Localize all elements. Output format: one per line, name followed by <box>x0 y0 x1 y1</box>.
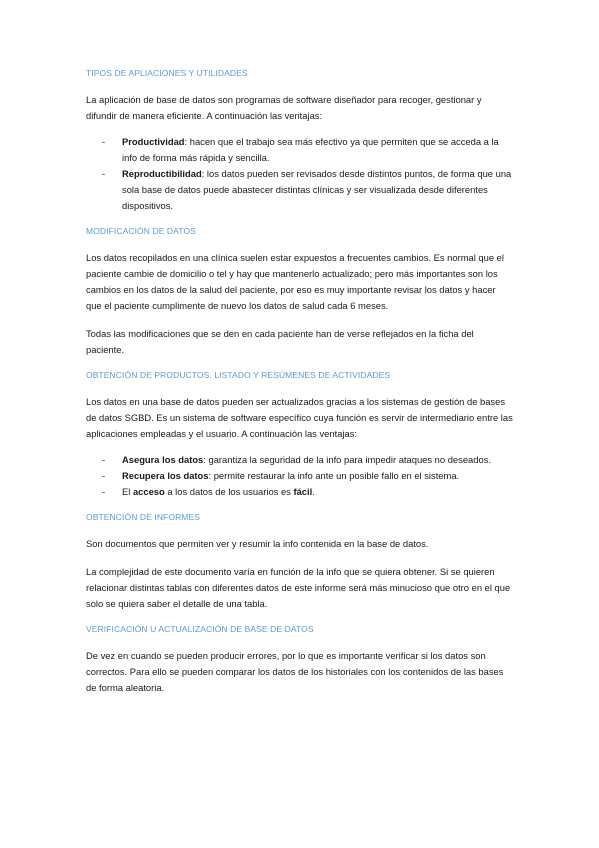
paragraph-obtencion-intro: Los datos en una base de datos pueden ser actualizados gracias a los sistemas de gestión de bases de datos SGBD. Es un sistema de software específico cuya función es servir de intermediario entre las aplicaciones empleadas y el usuario. A continuación las ventajas: <box>86 396 513 439</box>
section-modificacion <box>86 226 513 358</box>
list-dash: - <box>102 486 106 497</box>
paragraph-modificacion-1: Los datos recopilados en una clínica suelen estar expuestos a frecuentes cambios. Es normal que el paciente cambie de domicilio o tel y hay que mantenerlo actualizado; pero más importantes son los cambios en los datos de la salud del paciente, por eso es muy importante revisar los datos y hacer que el paciente cumplimente de nuevo los datos de salud cada 6 meses. <box>86 252 504 311</box>
bullet-text: El <box>122 486 133 497</box>
list-item <box>86 484 513 500</box>
bullet-text: a los datos de los usuarios es <box>164 486 294 497</box>
paragraph-informes-1: Son documentos que permiten ver y resumir la info contenida en la base de datos. <box>86 538 429 549</box>
list-dash: - <box>102 470 106 481</box>
section-informes <box>86 512 513 612</box>
section-obtencion-productos <box>86 370 513 500</box>
heading-verificacion: VERIFICACIÓN U ACTUALIZACIÓN DE BASE DE DATOS <box>86 624 314 634</box>
bullet-text: . <box>312 486 315 497</box>
list-item <box>86 166 513 214</box>
paragraph-modificacion-2: Todas las modificaciones que se den en cada paciente han de verse reflejados en la ficha del paciente. <box>86 328 474 355</box>
heading-modificacion: MODIFICACIÓN DE DATOS <box>86 226 196 236</box>
bullet-term: Productividad <box>122 136 185 147</box>
bullet-term: Asegura los datos <box>122 454 204 465</box>
list-tipos <box>86 134 513 214</box>
bullet-term: acceso <box>132 486 165 497</box>
list-item <box>86 452 513 468</box>
paragraph-informes-2: La complejidad de este documento varía en función de la info que se quiera obtener. Si se quieren relacionar distintas tablas con diferentes datos de este informe será más minucioso que otro en el que solo se quiera saber el detalle de una tabla. <box>86 566 511 609</box>
heading-obtencion-productos: OBTENCIÓN DE PRODUCTOS. LISTADO Y RESÚMENES DE ACTIVIDADES <box>86 370 391 380</box>
list-item <box>86 468 513 484</box>
bullet-term: Recupera los datos <box>122 470 209 481</box>
bullet-term: Reproductibilidad <box>122 168 202 179</box>
bullet-text: : garantiza la seguridad de la info para impedir ataques no deseados. <box>203 454 491 465</box>
paragraph-verificacion-1: De vez en cuando se pueden producir errores, por lo que es importante verificar si los datos son correctos. Para ello se pueden comparar los datos de los historiales con los contenidos de las bases de forma aleatoria. <box>86 650 504 693</box>
bullet-text: : hacen que el trabajo sea más efectivo ya que permiten que se acceda a la info de forma más rápida y sencilla. <box>122 136 499 163</box>
list-dash: - <box>102 454 106 465</box>
heading-informes: OBTENCIÓN DE INFORMES <box>86 512 201 522</box>
heading-tipos: TIPOS DE APLIACIONES Y UTILIDADES <box>86 68 248 78</box>
list-dash: - <box>102 168 106 179</box>
list-item <box>86 134 513 166</box>
list-dash: - <box>102 136 106 147</box>
bullet-term: fácil <box>293 486 313 497</box>
list-obtencion <box>86 452 513 500</box>
paragraph-tipos-intro: La aplicación de base de datos son programas de software diseñador para recoger, gestionar y difundir de manera eficiente. A continuación las ventajas: <box>86 94 482 121</box>
bullet-text: : permite restaurar la info ante un posible fallo en el sistema. <box>208 470 460 481</box>
section-verificacion <box>86 624 513 696</box>
bullet-text: : los datos pueden ser revisados desde distintos puntos, de forma que una sola base de datos puede abastecer distintas clínicas y ser visualizada desde diferentes dispositivos. <box>122 168 512 211</box>
section-tipos <box>86 68 513 214</box>
